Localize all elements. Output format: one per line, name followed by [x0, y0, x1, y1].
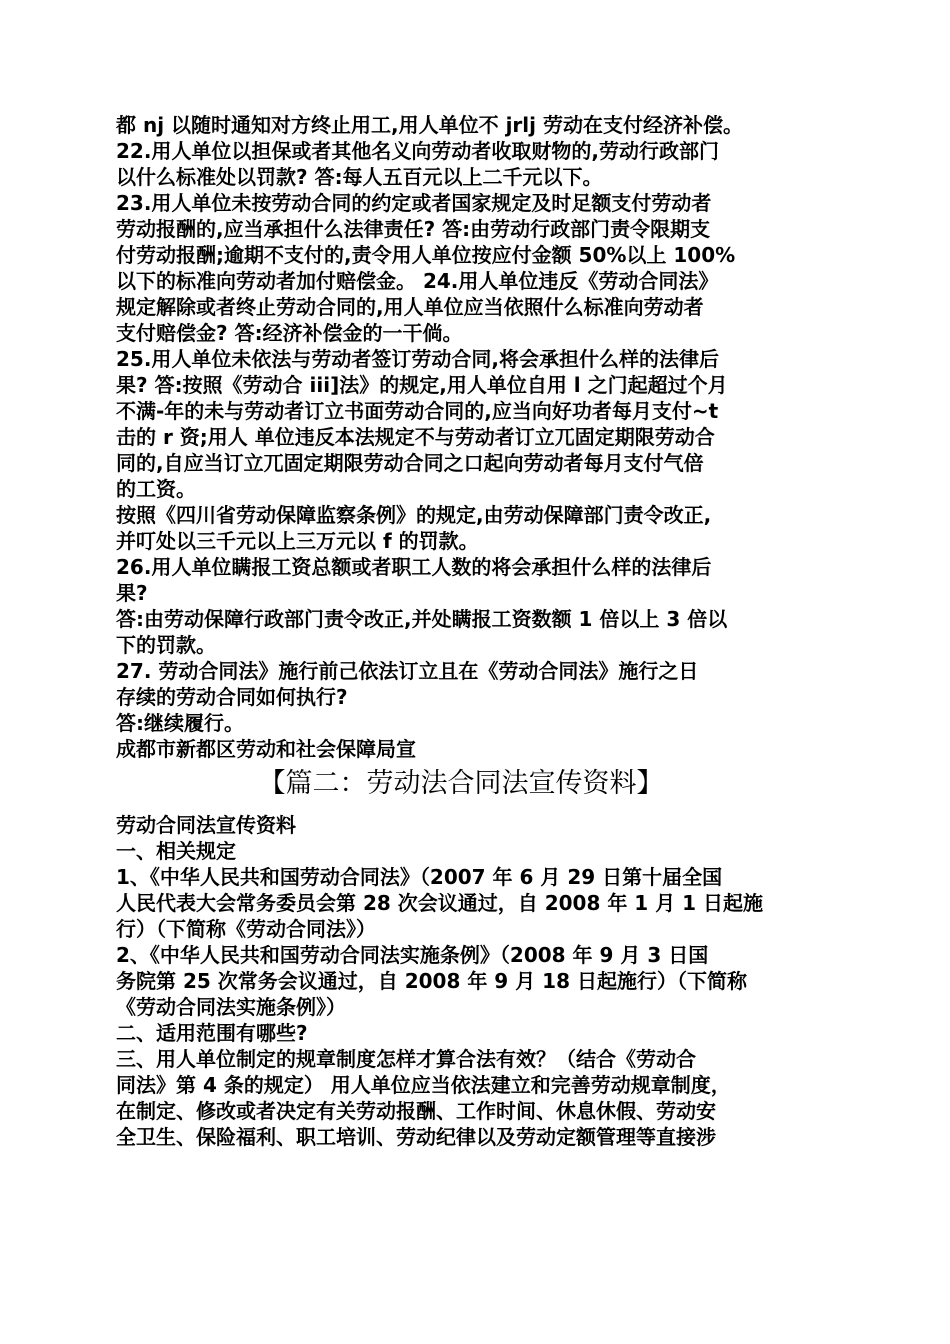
text-line: 25.用人单位未依法与劳动者签订劳动合同,将会承担什么样的法律后 [116, 347, 720, 371]
text-line: 付劳动报酬;逾期不支付的,责令用人单位按应付金额 50%以上 100% [116, 243, 736, 267]
text-line: 同的,自应当订立兀固定期限劳动合同之口起向劳动者每月支付气倍 [116, 451, 704, 475]
part1-text [116, 112, 846, 762]
text-line: 击的 r 资;用人 单位违反本法规定不与劳动者订立兀固定期限劳动合 [116, 425, 715, 449]
text-line: 《劳动合同法实施条例》） [116, 995, 346, 1019]
text-line: 22.用人单位以担保或者其他名义向劳动者收取财物的,劳动行政部门 [116, 139, 720, 163]
text-line: 务院第 25 次常务会议通过，自 2008 年 9 月 18 日起施行）（下简称 [116, 969, 747, 993]
text-line: 三、用人单位制定的规章制度怎样才算合法有效？（结合《劳动合 [116, 1047, 696, 1071]
text-line: 存续的劳动合同如何执行? [116, 685, 348, 709]
text-line: 按照《四川省劳动保障监察条例》的规定,由劳动保障部门责令改正, [116, 503, 712, 527]
document-page [116, 112, 846, 1150]
text-line: 27. 劳动合同法》施行前己依法订立且在《劳动合同法》施行之日 [116, 659, 699, 683]
text-line: 行）（下简称《劳动合同法》） [116, 917, 376, 941]
text-line: 成都市新都区劳动和社会保障局宣 [116, 737, 416, 761]
text-line: 二、适用范围有哪些? [116, 1021, 308, 1045]
part2-text [116, 812, 846, 1150]
text-line: 23.用人单位未按劳动合同的约定或者国家规定及时足额支付劳动者 [116, 191, 712, 215]
text-line: 在制定、修改或者决定有关劳动报酬、工作时间、休息休假、劳动安 [116, 1099, 716, 1123]
text-line: 以下的标准向劳动者加付赔偿金。 24.用人单位违反《劳动合同法》 [116, 269, 719, 293]
text-line: 人民代表大会常务委员会第 28 次会议通过，自 2008 年 1 月 1 日起施 [116, 891, 764, 915]
text-line: 26.用人单位瞒报工资总额或者职工人数的将会承担什么样的法律后 [116, 555, 712, 579]
text-line: 的工资。 [116, 477, 196, 501]
text-line: 都 nj 以随时通知对方终止用工,用人单位不 jrlj 劳动在支付经济补偿。 [116, 113, 743, 137]
text-line: 答:继续履行。 [116, 711, 244, 735]
text-line: 下的罚款。 [116, 633, 216, 657]
text-line: 全卫生、保险福利、职工培训、劳动纪律以及劳动定额管理等直接涉 [116, 1125, 716, 1149]
text-line: 以什么标准处以罚款? 答:每人五百元以上二千元以下。 [116, 165, 603, 189]
text-line: 答:由劳动保障行政部门责令改正,并处瞒报工资数额 1 倍以上 3 倍以 [116, 607, 728, 631]
section-heading: 【篇二：劳动法合同法宣传资料】 [258, 768, 664, 799]
text-line: 果? 答:按照《劳动合 iii]法》的规定,用人单位自用 l 之门起超过个月 [116, 373, 728, 397]
text-line: 规定解除或者终止劳动合同的,用人单位应当依照什么标准向劳动者 [116, 295, 704, 319]
text-line: 支付赔偿金? 答:经济补偿金的一干倘。 [116, 321, 463, 345]
text-line: 并叮处以三千元以上三万元以 f 的罚款。 [116, 529, 479, 553]
text-line: 同法》第 4 条的规定） 用人单位应当依法建立和完善劳动规章制度， [116, 1073, 731, 1097]
text-line: 不满-年的未与劳动者订立书面劳动合同的,应当向好功者每月支付~t [116, 399, 719, 423]
text-line: 一、相关规定 [116, 839, 236, 863]
text-line: 劳动合同法宣传资料 [116, 813, 296, 837]
text-line: 果? [116, 581, 148, 605]
text-line: 1、《中华人民共和国劳动合同法》（2007 年 6 月 29 日第十届全国 [116, 865, 723, 889]
text-line: 2、《中华人民共和国劳动合同法实施条例》（2008 年 9 月 3 日国 [116, 943, 709, 967]
text-line: 劳动报酬的,应当承担什么法律责任? 答:由劳动行政部门责令限期支 [116, 217, 711, 241]
